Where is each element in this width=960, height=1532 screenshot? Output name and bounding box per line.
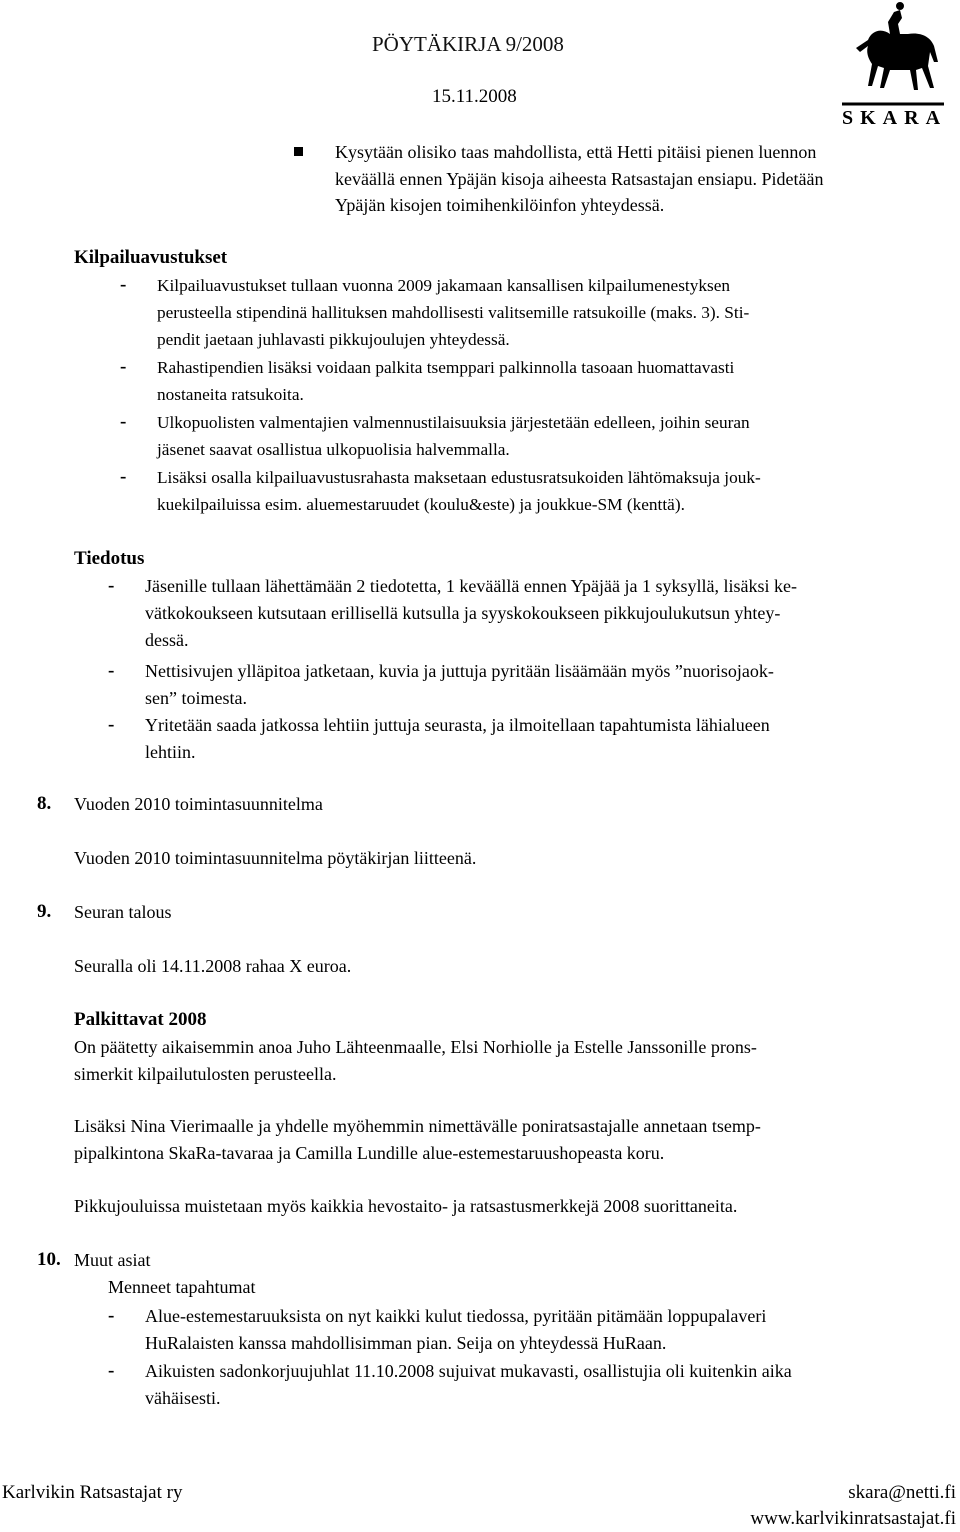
- muut-item1-line2: HuRalaisten kanssa mahdollisimman pian. Seija on yhteydessä HuRaan.: [145, 1333, 667, 1353]
- footer-email-link[interactable]: skara@netti.fi: [848, 1482, 956, 1503]
- palkittavat-para2-line2: pipalkintona SkaRa-tavaraa ja Camilla Lundille alue-estemestaruushopeasta koru.: [74, 1143, 665, 1163]
- heading-tiedotus: Tiedotus: [74, 548, 145, 569]
- skara-logo: [838, 0, 948, 130]
- palkittavat-para2-line1: Lisäksi Nina Vierimaalle ja yhdelle myöhemmin nimettävälle poniratsastajalle annetaan tsemp-: [74, 1116, 761, 1136]
- logo-wordmark: SKARA: [842, 107, 948, 129]
- muut-item2-line2: vähäisesti.: [145, 1388, 221, 1408]
- kilpailu-item3-line1: Ulkopuolisten valmentajien valmennustilaisuuksia järjestetään edelleen, joihin seuran: [157, 413, 750, 432]
- tiedotus-item3-line1: Yritetään saada jatkossa lehtiin juttuja seurasta, ja ilmoitellaan tapahtumista lähialueen: [145, 715, 770, 735]
- section-10-number: 10.: [37, 1249, 61, 1270]
- footer-organization: Karlvikin Ratsastajat ry: [2, 1482, 183, 1503]
- dash-icon: -: [120, 274, 127, 295]
- bullet-icon: [294, 147, 303, 156]
- section-8-title: Vuoden 2010 toimintasuunnitelma: [74, 794, 323, 814]
- palkittavat-para3-line1: Pikkujouluissa muistetaan myös kaikkia hevostaito- ja ratsastusmerkkejä 2008 suorittaneita.: [74, 1196, 738, 1216]
- section-10-subheading: Menneet tapahtumat: [108, 1277, 256, 1297]
- section-9-number: 9.: [37, 901, 52, 922]
- tiedotus-item3-line2: lehtiin.: [145, 742, 196, 762]
- section-8-text: Vuoden 2010 toimintasuunnitelma pöytäkirjan liitteenä.: [74, 848, 477, 868]
- tiedotus-item1-line1: Jäsenille tullaan lähettämään 2 tiedotetta, 1 keväällä ennen Ypäjää ja 1 syksyllä, lisäksi ke-: [145, 576, 797, 596]
- tiedotus-item1-line2: vätkokoukseen kutsutaan erillisellä kutsulla ja syyskokoukseen pikkujoulukutsun yhtey-: [145, 603, 781, 623]
- horse-rider-icon: [856, 2, 938, 90]
- intro-line-3: Ypäjän kisojen toimihenkilöinfon yhteydessä.: [335, 195, 665, 215]
- palkittavat-para1-line2: simerkit kilpailutulosten perusteella.: [74, 1064, 337, 1084]
- kilpailu-item1-line1: Kilpailuavustukset tullaan vuonna 2009 jakamaan kansallisen kilpailumenestyksen: [157, 276, 731, 295]
- kilpailu-item2-line1: Rahastipendien lisäksi voidaan palkita tsemppari palkinnolla tasoaan huomattavasti: [157, 358, 735, 377]
- muut-item2-line1: Aikuisten sadonkorjuujuhlat 11.10.2008 sujuivat mukavasti, osallistujia oli kuitenkin aika: [145, 1361, 792, 1381]
- section-9-text: Seuralla oli 14.11.2008 rahaa X euroa.: [74, 956, 352, 976]
- document-date: 15.11.2008: [432, 86, 517, 107]
- palkittavat-para1-line1: On päätetty aikaisemmin anoa Juho Lähteenmaalle, Elsi Norhiolle ja Estelle Janssonille prons-: [74, 1037, 757, 1057]
- tiedotus-item2-line1: Nettisivujen ylläpitoa jatketaan, kuvia ja juttuja pyritään lisäämään myös ”nuorisojaok-: [145, 661, 774, 681]
- section-9-title: Seuran talous: [74, 902, 172, 922]
- dash-icon: -: [120, 411, 127, 432]
- tiedotus-item1-line3: dessä.: [145, 630, 189, 650]
- kilpailu-item4-line2: kuekilpailuissa esim. aluemestaruudet (koulu&este) ja joukkue-SM (kenttä).: [157, 495, 685, 514]
- dash-icon: -: [120, 356, 127, 377]
- intro-line-1: Kysytään olisiko taas mahdollista, että Hetti pitäisi pienen luennon: [335, 142, 817, 162]
- kilpailu-item4-line1: Lisäksi osalla kilpailuavustusrahasta maksetaan edustusratsukoiden lähtömaksuja jouk-: [157, 468, 761, 487]
- section-10-title: Muut asiat: [74, 1250, 151, 1270]
- dash-icon: -: [108, 1305, 115, 1326]
- dash-icon: -: [108, 575, 115, 596]
- intro-line-2: keväällä ennen Ypäjän kisoja aiheesta Ratsastajan ensiapu. Pidetään: [335, 169, 824, 189]
- section-8-number: 8.: [37, 793, 52, 814]
- kilpailu-item2-line2: nostaneita ratsukoita.: [157, 385, 304, 404]
- dash-icon: -: [108, 660, 115, 681]
- muut-item1-line1: Alue-estemestaruuksista on nyt kaikki kulut tiedossa, pyritään pitämään loppupalaveri: [145, 1306, 767, 1326]
- heading-kilpailuavustukset: Kilpailuavustukset: [74, 247, 228, 268]
- dash-icon: -: [108, 1360, 115, 1381]
- kilpailu-item1-line2: perusteella stipendinä hallituksen mahdollisesti valitsemille ratsukoille (maks. 3). Sti-: [157, 303, 750, 322]
- heading-palkittavat: Palkittavat 2008: [74, 1009, 207, 1030]
- dash-icon: -: [120, 466, 127, 487]
- kilpailu-item3-line2: jäsenet saavat osallistua ulkopuolisia halvemmalla.: [157, 440, 510, 459]
- tiedotus-item2-line2: sen” toimesta.: [145, 688, 247, 708]
- document-title: PÖYTÄKIRJA 9/2008: [372, 32, 564, 56]
- kilpailu-item1-line3: pendit jaetaan juhlavasti pikkujoulujen yhteydessä.: [157, 330, 510, 349]
- dash-icon: -: [108, 714, 115, 735]
- footer-website-link[interactable]: www.karlvikinratsastajat.fi: [750, 1508, 956, 1529]
